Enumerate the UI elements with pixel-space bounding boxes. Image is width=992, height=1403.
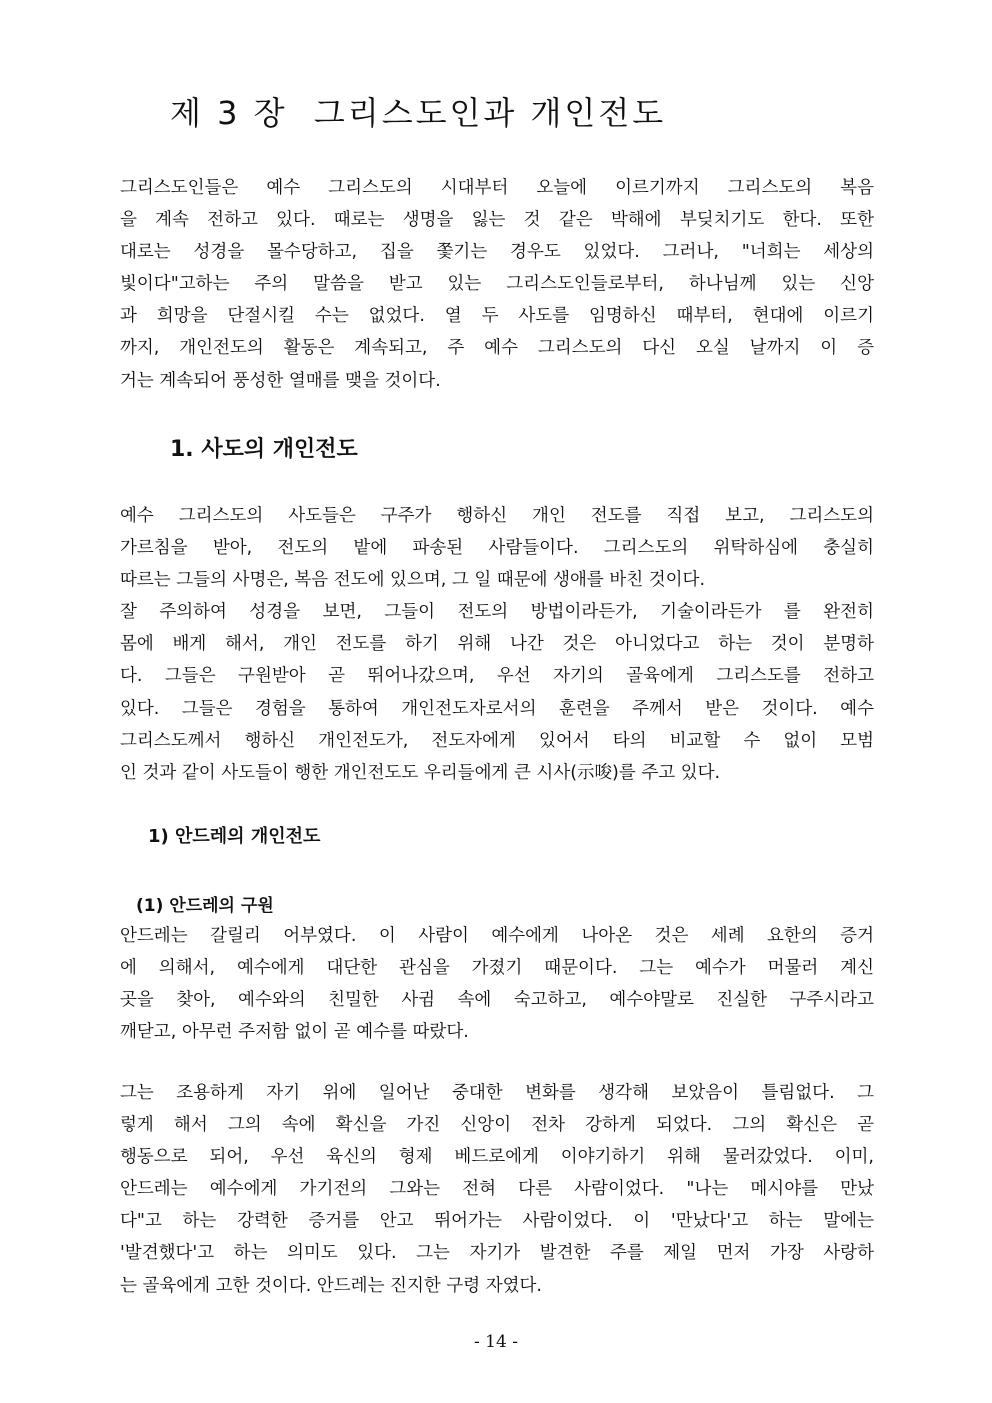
text-line: 가르침을 받아, 전도의 밭에 파송된 사람들이다. 그리스도의 위탁하심에 충실히	[120, 538, 874, 559]
text-line: 는 골육에게 고한 것이다. 안드레는 진지한 구령 자였다.	[120, 1275, 542, 1296]
text-line: 에 의해서, 예수에게 대단한 관심을 가졌기 때문이다. 그는 예수가 머물러 계신	[120, 958, 874, 979]
chapter-title: 제 3 장 그리스도인과 개인전도	[170, 94, 667, 132]
subsubsection-title: (1) 안드레의 구원	[136, 896, 274, 916]
text-line: 몸에 배게 해서, 개인 전도를 하기 위해 나간 것은 아니었다고 하는 것이 분명하	[120, 634, 874, 655]
section1-paragraph	[120, 500, 874, 789]
andrew-paragraph-1	[120, 920, 874, 1048]
text-line: 안드레는 갈릴리 어부였다. 이 사람이 예수에게 나아온 것은 세례 요한의 증거	[120, 926, 874, 946]
text-line: 빛이다"고하는 주의 말씀을 받고 있는 그리스도인들로부터, 하나님께 있는 신앙	[120, 274, 874, 295]
section-title: 1. 사도의 개인전도	[170, 437, 358, 462]
text-line: 따르는 그들의 사명은, 복음 전도에 있으며, 그 일 때문에 생애를 바친 것이다.	[120, 570, 706, 591]
text-line: 렇게 해서 그의 속에 확신을 가진 신앙이 전차 강하게 되었다. 그의 확신은 곧	[120, 1115, 874, 1136]
text-line: 대로는 성경을 몰수당하고, 집을 쫓기는 경우도 있었다. 그러나, "너희는 세상의	[120, 242, 874, 263]
text-line: 과 희망을 단절시킬 수는 없었다. 열 두 사도를 임명하신 때부터, 현대에 이르기	[120, 306, 874, 327]
text-line: 그리스도인들은 예수 그리스도의 시대부터 오늘에 이르기까지 그리스도의 복음	[120, 178, 874, 198]
text-line: 까지, 개인전도의 활동은 계속되고, 주 예수 그리스도의 다신 오실 날까지 이 증	[120, 338, 874, 359]
text-line: '발견했다'고 하는 의미도 있다. 그는 자기가 발견한 주를 제일 먼저 가장 사랑하	[120, 1243, 874, 1264]
text-line: 을 계속 전하고 있다. 때로는 생명을 잃는 것 같은 박해에 부딪치기도 한다. 또한	[120, 210, 874, 231]
page-number: - 14 -	[474, 1332, 518, 1352]
text-line: 인 것과 같이 사도들이 행한 개인전도도 우리들에게 큰 시사(示唆)를 주고 있다.	[120, 762, 721, 783]
text-line: 다. 그들은 구원받아 곧 뛰어나갔으며, 우선 자기의 골육에게 그리스도를 전하고	[120, 666, 874, 687]
subsection-title: 1) 안드레의 개인전도	[148, 826, 321, 847]
text-line: 안드레는 예수에게 가기전의 그와는 전혀 다른 사람이었다. "나는 메시야를 만났	[120, 1179, 874, 1200]
text-line: 곳을 찾아, 예수와의 친밀한 사귐 속에 숙고하고, 예수야말로 진실한 구주시라고	[120, 990, 874, 1011]
text-line: 잘 주의하여 성경을 보면, 그들이 전도의 방법이라든가, 기술이라든가 를 완전히	[120, 602, 874, 623]
text-line: 거는 계속되어 풍성한 열매를 맺을 것이다.	[120, 370, 441, 391]
text-line: 예수 그리스도의 사도들은 구주가 행하신 개인 전도를 직접 보고, 그리스도의	[120, 506, 874, 526]
text-line: 행동으로 되어, 우선 육신의 형제 베드로에게 이야기하기 위해 물러갔었다. 이미,	[120, 1147, 874, 1168]
text-line: 깨닫고, 아무런 주저함 없이 곧 예수를 따랐다.	[120, 1022, 469, 1043]
text-line: 있다. 그들은 경험을 통하여 개인전도자로서의 훈련을 주께서 받은 것이다. 예수	[120, 698, 874, 719]
text-line: 그는 조용하게 자기 위에 일어난 중대한 변화를 생각해 보았음이 틀림없다. 그	[120, 1083, 874, 1103]
text-line: 그리스도께서 행하신 개인전도가, 전도자에게 있어서 타의 비교할 수 없이 모범	[120, 730, 874, 751]
intro-paragraph	[120, 172, 874, 397]
text-line: 다"고 하는 강력한 증거를 안고 뛰어가는 사람이었다. 이 '만났다'고 하는 말에는	[120, 1211, 874, 1232]
andrew-paragraph-2	[120, 1077, 874, 1302]
